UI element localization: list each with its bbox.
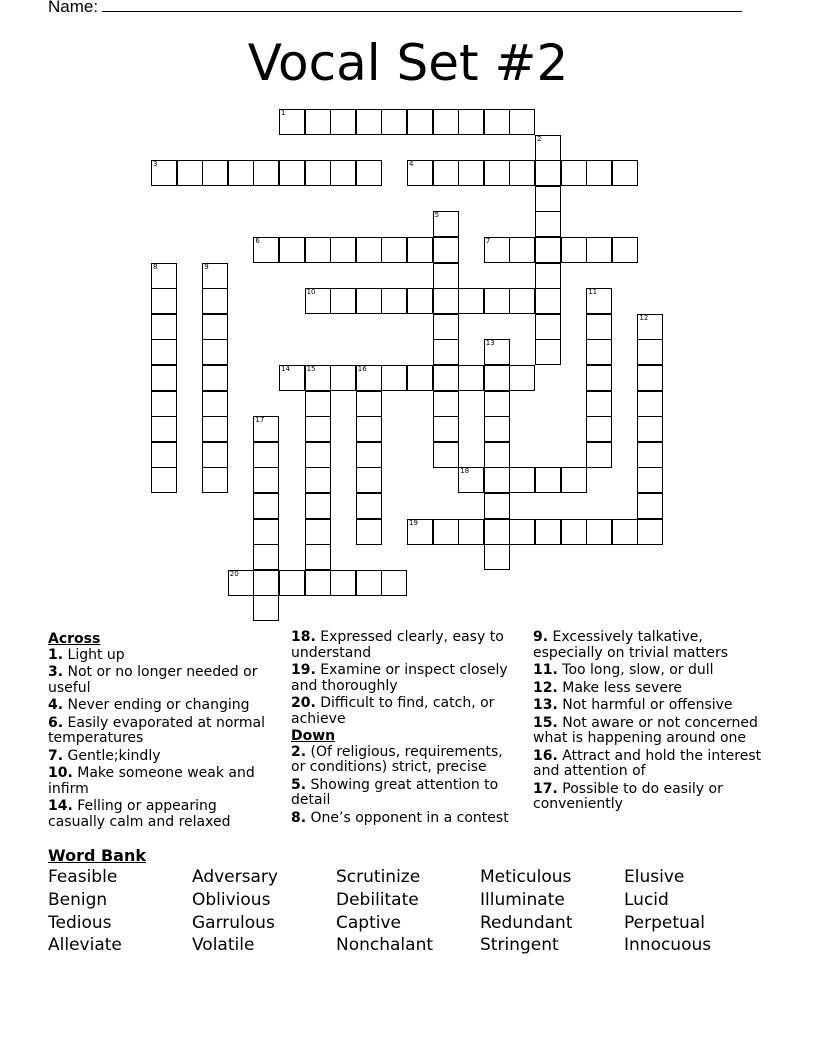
grid-cell[interactable] [356, 288, 382, 314]
grid-cell[interactable] [637, 391, 663, 417]
cell-number: 17 [255, 416, 265, 425]
grid-cell[interactable] [279, 570, 305, 596]
grid-cell[interactable] [253, 493, 279, 519]
clue-down-16: 16. Attract and hold the interest and attention of [533, 747, 762, 779]
grid-cell[interactable] [330, 160, 356, 186]
word-bank-word: Innocuous [624, 935, 712, 955]
grid-cell[interactable] [484, 288, 510, 314]
cell-number: 1 [281, 109, 286, 117]
grid-cell[interactable] [586, 519, 612, 545]
grid-cell[interactable] [305, 519, 331, 545]
grid-cell[interactable] [305, 288, 331, 314]
grid-cell[interactable] [407, 237, 433, 263]
grid-cell[interactable] [381, 365, 407, 391]
clue-down-17: 17. Possible to do easily or conveniently [533, 780, 723, 812]
grid-cell[interactable] [484, 237, 510, 263]
grid-cell[interactable] [637, 493, 663, 519]
cell-number: 4 [409, 160, 414, 169]
grid-cell[interactable] [407, 160, 433, 186]
grid-cell[interactable] [407, 288, 433, 314]
grid-cell[interactable] [202, 263, 228, 289]
grid-cell[interactable] [509, 237, 535, 263]
grid-cell[interactable] [202, 365, 228, 391]
grid-cell[interactable] [279, 365, 305, 391]
name-label: Name: [48, 0, 99, 16]
grid-cell[interactable] [356, 109, 382, 135]
grid-cell[interactable] [228, 160, 254, 186]
grid-cell[interactable] [637, 442, 663, 468]
grid-cell[interactable] [433, 339, 459, 365]
grid-cell[interactable] [433, 442, 459, 468]
grid-cell[interactable] [509, 288, 535, 314]
grid-cell[interactable] [381, 237, 407, 263]
grid-cell[interactable] [535, 211, 561, 237]
grid-cell[interactable] [484, 339, 510, 365]
grid-cell[interactable] [433, 519, 459, 545]
grid-cell[interactable] [433, 416, 459, 442]
cell-number: 14 [281, 365, 290, 373]
clue-down-12: 12. Make less severe [533, 679, 683, 696]
clue-down-11: 11. Too long, slow, or dull [533, 662, 714, 678]
grid-cell[interactable] [637, 519, 663, 545]
word-bank-word: Elusive [624, 867, 685, 887]
cell-number: 10 [306, 288, 316, 297]
grid-cell[interactable] [637, 416, 663, 442]
grid-cell[interactable] [253, 570, 279, 596]
across-heading: Across [48, 631, 101, 647]
word-bank-word: Stringent [480, 935, 559, 955]
grid-cell[interactable] [484, 442, 510, 468]
grid-cell[interactable] [535, 237, 561, 263]
clue-across-7: 7. Gentle;kindly [48, 747, 161, 764]
clue-down-13: 13. Not harmful or offensive [533, 697, 733, 713]
grid-cell[interactable] [535, 339, 561, 365]
grid-cell[interactable] [535, 135, 561, 161]
grid-cell[interactable] [356, 493, 382, 519]
grid-cell[interactable] [279, 109, 305, 135]
grid-cell[interactable] [586, 237, 612, 263]
cell-number: 6 [255, 237, 260, 245]
grid-cell[interactable] [330, 237, 356, 263]
grid-cell[interactable] [253, 544, 279, 570]
cell-number: 19 [409, 518, 418, 527]
clue-down-15: 15. Not aware or not concerned what is happening around one [533, 714, 758, 746]
cell-number: 12 [639, 313, 649, 322]
grid-cell[interactable] [151, 288, 177, 314]
clue-across-3: 3. Not or no longer needed or useful [48, 664, 258, 696]
word-bank-word: Debilitate [336, 890, 419, 910]
word-bank-word: Benign [48, 890, 108, 910]
grid-cell[interactable] [586, 442, 612, 468]
grid-cell[interactable] [356, 442, 382, 468]
word-bank-word: Nonchalant [336, 935, 434, 955]
clue-down-2: 2. (Of religious, requirements, or conditions) strict, precise [291, 743, 503, 775]
word-bank-word: Redundant [480, 913, 573, 933]
grid-cell[interactable] [433, 288, 459, 314]
grid-cell[interactable] [509, 109, 535, 135]
grid-cell[interactable] [458, 109, 484, 135]
grid-cell[interactable] [151, 416, 177, 442]
grid-cell[interactable] [202, 416, 228, 442]
grid-cell[interactable] [151, 391, 177, 417]
clue-down-9: 9. Excessively talkative, especially on trivial matters [533, 629, 729, 661]
clues-column-2 [291, 630, 516, 828]
grid-cell[interactable] [509, 467, 535, 493]
name-field[interactable] [48, 0, 742, 17]
grid-cell[interactable] [305, 109, 331, 135]
grid-cell[interactable] [433, 263, 459, 289]
grid-cell[interactable] [253, 237, 279, 263]
grid-cell[interactable] [561, 467, 587, 493]
word-bank-word: Volatile [192, 935, 255, 955]
grid-cell[interactable] [586, 416, 612, 442]
grid-cell[interactable] [202, 160, 228, 186]
cell-number: 13 [485, 339, 495, 348]
grid-cell[interactable] [151, 160, 177, 186]
word-bank-word: Lucid [624, 890, 669, 910]
clue-across-20: 20. Difficult to find, catch, or achieve [291, 695, 495, 727]
cell-number: 9 [204, 262, 209, 271]
grid-cell[interactable] [637, 314, 663, 340]
grid-cell[interactable] [202, 314, 228, 340]
grid-cell[interactable] [484, 109, 510, 135]
grid-cell[interactable] [356, 416, 382, 442]
grid-cell[interactable] [535, 288, 561, 314]
grid-cell[interactable] [279, 160, 305, 186]
grid-cell[interactable] [586, 391, 612, 417]
word-bank-word: Alleviate [48, 935, 122, 955]
grid-cell[interactable] [561, 237, 587, 263]
word-bank-title: Word Bank [48, 846, 147, 865]
grid-cell[interactable] [330, 570, 356, 596]
grid-cell[interactable] [561, 160, 587, 186]
grid-cell[interactable] [253, 416, 279, 442]
grid-cell[interactable] [202, 339, 228, 365]
word-bank-word: Adversary [192, 867, 278, 887]
grid-cell[interactable] [356, 467, 382, 493]
grid-cell[interactable] [458, 519, 484, 545]
grid-cell[interactable] [279, 237, 305, 263]
grid-cell[interactable] [202, 391, 228, 417]
grid-cell[interactable] [305, 442, 331, 468]
grid-cell[interactable] [151, 365, 177, 391]
grid-cell[interactable] [356, 365, 382, 391]
grid-cell[interactable] [305, 391, 331, 417]
grid-cell[interactable] [253, 519, 279, 545]
grid-cell[interactable] [253, 595, 279, 621]
grid-cell[interactable] [407, 519, 433, 545]
grid-cell[interactable] [228, 570, 254, 596]
grid-cell[interactable] [586, 160, 612, 186]
grid-cell[interactable] [356, 160, 382, 186]
grid-cell[interactable] [407, 109, 433, 135]
grid-cell[interactable] [433, 211, 459, 237]
grid-cell[interactable] [202, 288, 228, 314]
grid-cell[interactable] [330, 109, 356, 135]
cell-number: 16 [357, 365, 367, 373]
grid-cell[interactable] [458, 160, 484, 186]
grid-cell[interactable] [177, 160, 203, 186]
grid-cell[interactable] [509, 365, 535, 391]
grid-cell[interactable] [484, 391, 510, 417]
grid-cell[interactable] [484, 544, 510, 570]
grid-cell[interactable] [253, 467, 279, 493]
clue-across-14: 14. Felling or appearing casually calm and relaxed [48, 798, 231, 830]
grid-cell[interactable] [305, 493, 331, 519]
grid-cell[interactable] [535, 519, 561, 545]
clue-across-1: 1. Light up [48, 646, 125, 663]
word-bank-word: Illuminate [480, 890, 565, 910]
clues-column-1 [48, 630, 273, 832]
clue-across-19: 19. Examine or inspect closely and thoroughly [291, 662, 508, 694]
grid-cell[interactable] [535, 186, 561, 212]
word-bank-word: Tedious [48, 913, 112, 933]
clue-across-18: 18. Expressed clearly, easy to understand [291, 629, 504, 661]
grid-cell[interactable] [535, 467, 561, 493]
grid-cell[interactable] [458, 288, 484, 314]
grid-cell[interactable] [484, 519, 510, 545]
grid-cell[interactable] [305, 570, 331, 596]
cell-number: 15 [306, 365, 316, 373]
clue-across-4: 4. Never ending or changing [48, 697, 250, 713]
grid-cell[interactable] [637, 365, 663, 391]
grid-cell[interactable] [433, 160, 459, 186]
grid-cell[interactable] [484, 160, 510, 186]
grid-cell[interactable] [586, 339, 612, 365]
grid-cell[interactable] [253, 160, 279, 186]
grid-cell[interactable] [561, 519, 587, 545]
grid-cell[interactable] [305, 467, 331, 493]
word-bank-word: Meticulous [480, 867, 572, 887]
word-bank-word: Scrutinize [336, 867, 421, 887]
grid-cell[interactable] [484, 467, 510, 493]
grid-cell[interactable] [305, 365, 331, 391]
down-heading: Down [291, 728, 336, 744]
grid-cell[interactable] [637, 467, 663, 493]
grid-cell[interactable] [356, 519, 382, 545]
grid-cell[interactable] [356, 237, 382, 263]
clue-down-8: 8. One’s opponent in a contest [291, 809, 509, 826]
grid-cell[interactable] [381, 288, 407, 314]
cell-number: 5 [434, 211, 440, 220]
cell-number: 20 [229, 569, 239, 578]
grid-cell[interactable] [612, 160, 638, 186]
grid-cell[interactable] [509, 519, 535, 545]
grid-cell[interactable] [305, 416, 331, 442]
word-bank-word: Perpetual [624, 913, 705, 933]
grid-cell[interactable] [484, 365, 510, 391]
grid-cell[interactable] [612, 519, 638, 545]
grid-cell[interactable] [151, 263, 177, 289]
grid-cell[interactable] [509, 160, 535, 186]
grid-cell[interactable] [151, 314, 177, 340]
cell-number: 8 [153, 262, 158, 271]
grid-cell[interactable] [637, 339, 663, 365]
word-bank-word: Feasible [48, 867, 118, 887]
grid-cell[interactable] [381, 570, 407, 596]
cell-number: 2 [537, 134, 542, 143]
grid-cell[interactable] [535, 160, 561, 186]
clue-down-5: 5. Showing great attention to detail [291, 776, 499, 808]
grid-cell[interactable] [433, 365, 459, 391]
grid-cell[interactable] [356, 391, 382, 417]
word-bank-word: Captive [336, 913, 401, 933]
grid-cell[interactable] [305, 544, 331, 570]
grid-cell[interactable] [381, 109, 407, 135]
grid-cell[interactable] [484, 493, 510, 519]
grid-cell[interactable] [305, 237, 331, 263]
grid-cell[interactable] [151, 339, 177, 365]
word-bank-word: Garrulous [192, 913, 275, 933]
grid-cell[interactable] [458, 365, 484, 391]
cell-number: 7 [485, 237, 491, 245]
grid-cell[interactable] [202, 442, 228, 468]
grid-cell[interactable] [356, 570, 382, 596]
grid-cell[interactable] [305, 160, 331, 186]
grid-cell[interactable] [433, 109, 459, 135]
cell-number: 11 [588, 288, 598, 297]
clues-column-3 [533, 630, 765, 815]
grid-cell[interactable] [586, 288, 612, 314]
grid-cell[interactable] [433, 314, 459, 340]
grid-cell[interactable] [433, 237, 459, 263]
grid-cell[interactable] [433, 391, 459, 417]
grid-cell[interactable] [151, 467, 177, 493]
grid-cell[interactable] [484, 416, 510, 442]
cell-number: 18 [460, 467, 470, 476]
grid-cell[interactable] [535, 263, 561, 289]
grid-cell[interactable] [151, 442, 177, 468]
grid-cell[interactable] [535, 314, 561, 340]
clue-across-6: 6. Easily evaporated at normal temperatures [48, 714, 266, 746]
grid-cell[interactable] [202, 467, 228, 493]
grid-cell[interactable] [330, 288, 356, 314]
grid-cell[interactable] [612, 237, 638, 263]
grid-cell[interactable] [458, 467, 484, 493]
clue-across-10: 10. Make someone weak and infirm [48, 765, 255, 797]
cell-number: 3 [153, 160, 158, 169]
page-title: Vocal Set #2 [247, 34, 569, 92]
grid-cell[interactable] [253, 442, 279, 468]
word-bank-word: Oblivious [192, 890, 271, 910]
grid-cell[interactable] [330, 365, 356, 391]
grid-cell[interactable] [586, 314, 612, 340]
grid-cell[interactable] [407, 365, 433, 391]
grid-cell[interactable] [586, 365, 612, 391]
name-underline[interactable] [102, 0, 742, 12]
